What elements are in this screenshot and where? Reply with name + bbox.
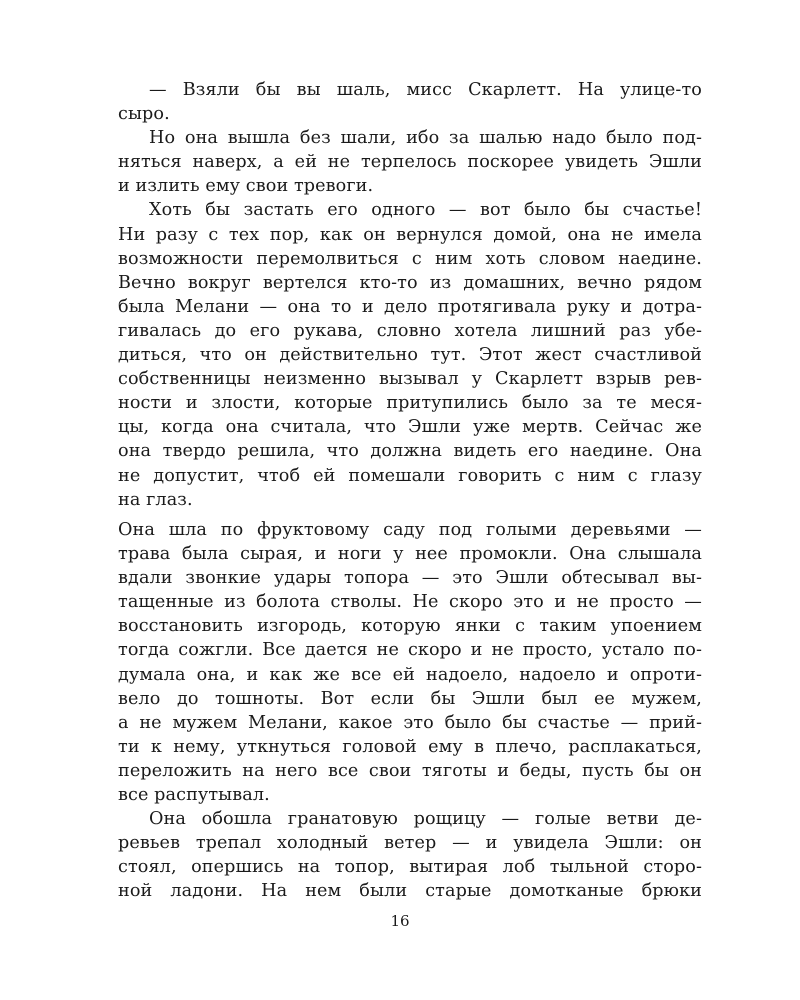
text-line: ревьев трепал холодный ветер — и увидела Эшли: он bbox=[118, 833, 702, 854]
text-section-2 bbox=[118, 518, 702, 904]
text-section-1 bbox=[118, 78, 702, 512]
text-line: Но она вышла без шали, ибо за шалью надо было под- bbox=[149, 128, 702, 149]
text-line: трава была сырая, и ноги у нее промокли. Она слышала bbox=[118, 544, 702, 565]
text-line: думала она, и как же все ей надоело, надоело и опроти- bbox=[118, 664, 702, 685]
text-line: ности и злости, которые притупились было за те меся- bbox=[118, 393, 702, 414]
text-line: собственницы неизменно вызывал у Скарлетт взрыв рев- bbox=[118, 369, 702, 390]
text-line: возможности перемолвиться с ним хоть словом наедине. bbox=[118, 248, 702, 269]
text-line: восстановить изгородь, которую янки с таким упоением bbox=[118, 616, 702, 637]
text-line: была Мелани — она то и дело протягивала руку и дотра- bbox=[118, 296, 702, 317]
text-line: Вечно вокруг вертелся кто-то из домашних, вечно рядом bbox=[118, 272, 702, 293]
text-line: а не мужем Мелани, какое это было бы счастье — прий- bbox=[118, 712, 702, 733]
text-line: диться, что он действительно тут. Этот жест счастливой bbox=[118, 345, 702, 366]
text-line: Она шла по фруктовому саду под голыми деревьями — bbox=[118, 520, 702, 540]
text-line: няться наверх, а ей не терпелось поскорее увидеть Эшли bbox=[118, 152, 702, 173]
text-line: тогда сожгли. Все дается не скоро и не просто, устало по- bbox=[118, 640, 702, 661]
text-line: все распутывал. bbox=[118, 785, 270, 806]
text-line: вдали звонкие удары топора — это Эшли обтесывал вы- bbox=[118, 568, 702, 589]
text-line: ной ладони. На нем были старые домотканые брюки bbox=[118, 881, 702, 902]
text-line: не допустит, чтоб ей помешали говорить с ним с глазу bbox=[118, 465, 702, 486]
text-line: Ни разу с тех пор, как он вернулся домой, она не имела bbox=[118, 224, 702, 245]
text-line: гивалась до его рукава, словно хотела лишний раз убе- bbox=[118, 320, 702, 341]
text-line: ти к нему, уткнуться головой ему в плечо, расплакаться, bbox=[118, 736, 702, 757]
text-line: она твердо решила, что должна видеть его наедине. Она bbox=[118, 441, 702, 462]
text-line: переложить на него все свои тяготы и беды, пусть бы он bbox=[118, 760, 702, 781]
text-line: Хоть бы застать его одного — вот было бы счастье! bbox=[149, 200, 702, 221]
page-number: 16 bbox=[390, 912, 410, 930]
text-line: тащенные из болота стволы. Не скоро это и не просто — bbox=[118, 592, 702, 613]
text-line: сыро. bbox=[118, 104, 170, 125]
text-line: и излить ему свои тревоги. bbox=[118, 176, 374, 197]
text-line: стоял, опершись на топор, вытирая лоб тыльной сторо- bbox=[118, 857, 702, 878]
text-line: — Взяли бы вы шаль, мисс Скарлетт. На улице-то bbox=[149, 80, 702, 100]
text-line: цы, когда она считала, что Эшли уже мертв. Сейчас же bbox=[118, 417, 702, 438]
text-line: вело до тошноты. Вот если бы Эшли был ее мужем, bbox=[118, 688, 702, 709]
text-line: на глаз. bbox=[118, 489, 193, 510]
text-line: Она обошла гранатовую рощицу — голые ветви де- bbox=[149, 809, 702, 830]
